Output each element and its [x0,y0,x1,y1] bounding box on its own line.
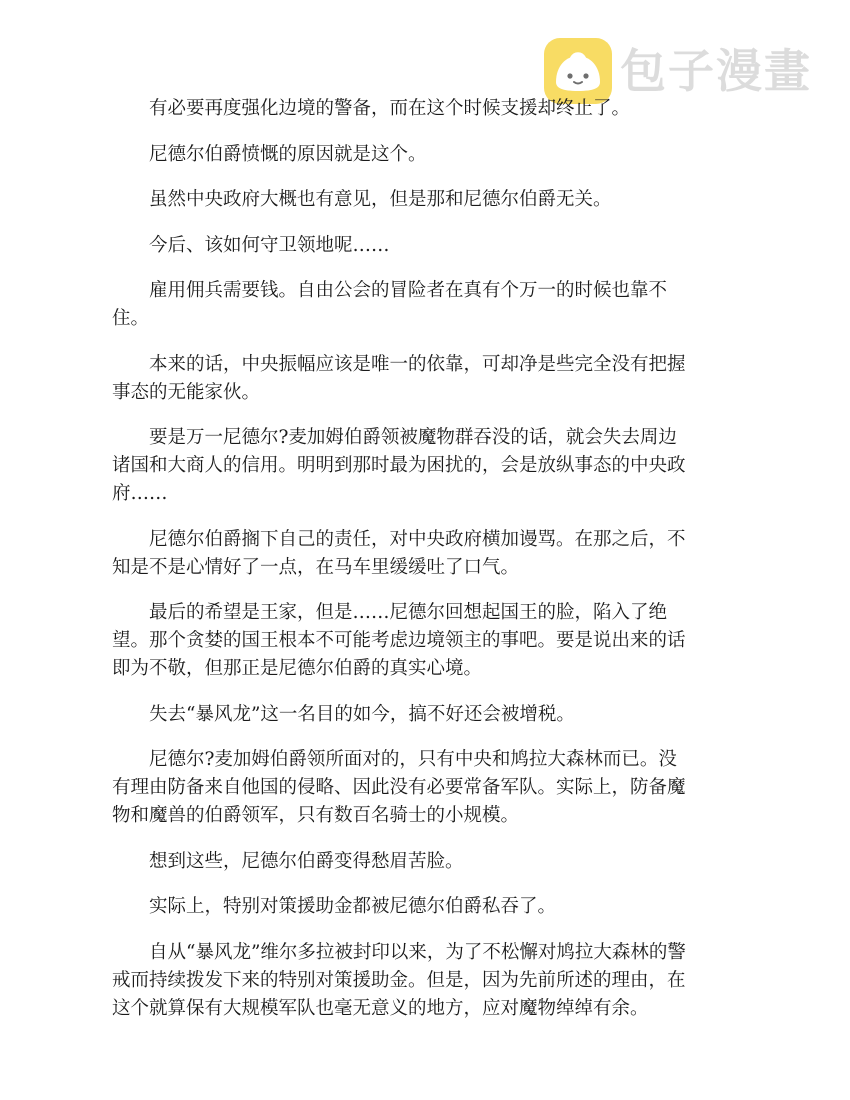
paragraph: 虽然中央政府大概也有意见，但是那和尼德尔伯爵无关。 [149,189,612,210]
paragraph: 尼德尔?麦加姆伯爵领所面对的，只有中央和鸠拉大森林而已。没 有理由防备来自他国的侵略、因此没有必要常备军队。实际上，防备魔 物和魔兽的伯爵领军，只有数百名骑士的小规模。 [112,749,686,826]
paragraph: 自从“暴风龙”维尔多拉被封印以来，为了不松懈对鸠拉大森林的警 戒而持续拨发下来的特别对策援助金。但是，因为先前所述的理由，在 这个就算保有大规模军队也毫无意义的地方，应对魔物绰绰有余。 [112,941,686,1019]
paragraph: 要是万一尼德尔?麦加姆伯爵领被魔物群吞没的话，就会失去周边 诸国和大商人的信用。明明到那时最为困扰的，会是放纵事态的中央政 府…… [112,427,686,504]
watermark-text: 包子漫畫 [620,44,812,98]
paragraph: 实际上，特别对策援助金都被尼德尔伯爵私吞了。 [149,896,557,917]
paragraph: 最后的希望是王家，但是……尼德尔回想起国王的脸，陷入了绝 望。那个贪婪的国王根本不可能考虑边境领主的事吧。要是说出来的话 即为不敬，但那正是尼德尔伯爵的真实心境。 [112,602,686,679]
paragraph: 尼德尔伯爵愤慨的原因就是这个。 [149,143,427,165]
paragraph: 失去“暴风龙”这一名目的如今，搞不好还会被增税。 [149,703,575,725]
paragraph: 今后、该如何守卫领地呢…… [149,234,390,256]
paragraph: 本来的话，中央振幅应该是唯一的依靠，可却净是些完全没有把握 事态的无能家伙。 [112,353,686,403]
paragraph: 有必要再度强化边境的警备，而在这个时候支援却终止了。 [149,98,631,119]
paragraph: 雇用佣兵需要钱。自由公会的冒险者在真有个万一的时候也靠不 住。 [112,280,668,329]
document-body [112,95,752,1040]
paragraph: 想到这些，尼德尔伯爵变得愁眉苦脸。 [149,850,464,872]
paragraph: 尼德尔伯爵搁下自己的责任，对中央政府横加谩骂。在那之后，不 知是不是心情好了一点，在马车里缓缓吐了口气。 [112,528,686,578]
